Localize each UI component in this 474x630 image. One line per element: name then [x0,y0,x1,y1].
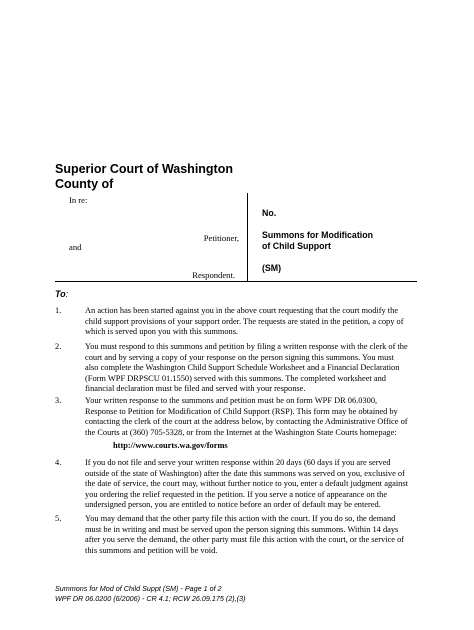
item-text [85,342,427,395]
caption-vertical-divider [247,193,248,281]
footer-form-reference: WPF DR 06.0200 (6/2006) - CR 4.1; RCW 26.09.175 (2),(3) [55,593,246,603]
item-line: must be in writing and must be served upon the person signing this summons. Within 14 days [85,524,399,534]
item-line: after you serve the demand, the other party must file this action with the court, or the service of [85,535,405,545]
case-number-label: No. [262,208,277,218]
item-text [85,458,427,511]
item-line: which is served upon you with this summons. [85,327,239,337]
petitioner-label: Petitioner, [203,233,239,243]
county-label: County of [55,177,114,191]
forms-url-link[interactable]: http://www.courts.wa.gov/forms [113,441,228,450]
court-heading [55,162,233,192]
item-line: (Form WPF DRPSCU 01.1550) served with this summons. The completed worksheet and [85,373,386,383]
caption-horizontal-divider [55,281,417,282]
item-text [85,306,427,338]
case-caption-title [262,208,373,274]
item-line: the Courts at (360) 705-5328, or from the Internet at the Washington State Courts homepage: [85,427,397,437]
item-line: outside of the state of Washington) after the date this summons was served on you, exclusive of [85,468,405,478]
item-line: An action has been started against you in the above court requesting that the court modify the [85,306,399,315]
respondent-label: Respondent. [192,270,235,280]
item-number: 2. [55,342,62,351]
document-title-line-1: Summons for Modification [262,230,373,240]
document-code: (SM) [262,263,282,273]
court-name: Superior Court of Washington [55,162,233,176]
item-line: the date of service, the court may, without further notice to you, enter a default judgment against [85,479,408,489]
item-line: undersigned person, you are entitled to notice before an order of default may be entered. [85,500,381,510]
to-label-colon: : [65,289,69,299]
item-text [85,514,427,556]
item-line: Your written response to the summons and petition must be on form WPF DR 06.0300, [85,396,378,405]
item-line: this summons and petition will be void. [85,545,218,555]
document-title-line-2: of Child Support [262,241,331,251]
case-caption-parties [55,193,245,279]
page-footer [55,584,245,603]
item-text [85,396,427,438]
item-number: 3. [55,396,62,405]
item-line: If you do not file and serve your written response within 20 days (60 days if you are served [85,458,391,467]
to-label-text: To [55,289,66,299]
item-line: Response to Petition for Modification of Child Support (RSP). This form may be obtained by [85,406,398,416]
in-re-label: In re: [69,195,88,205]
item-number: 5. [55,514,62,523]
item-line: court and by serving a copy of your response on the person signing this summons. You must [85,352,394,362]
footer-form-title: Summons for Mod of Child Suppt (SM) - Page 1 of 2 [55,584,222,593]
to-label [55,289,68,299]
item-line: You must respond to this summons and petition by filing a written response with the clerk of the [85,342,408,351]
item-line: contacting the clerk of the court at the address below, by contacting the Administrative Office of [85,417,408,427]
item-number: 4. [55,458,62,467]
item-line: financial declaration must be filed and served with your response. [85,384,306,394]
item-line: you ordering the relief requested in the petition. If you serve a notice of appearance on the [85,489,388,499]
item-line: You may demand that the other party file this action with the court. If you do so, the demand [85,514,396,523]
item-number: 1. [55,306,62,315]
item-line: child support provisions of your support order. The requests are stated in the petition, a copy of [85,316,404,326]
item-line: also complete the Washington Child Support Schedule Worksheet and a Financial Declaration [85,363,400,373]
and-label: and [69,242,82,252]
